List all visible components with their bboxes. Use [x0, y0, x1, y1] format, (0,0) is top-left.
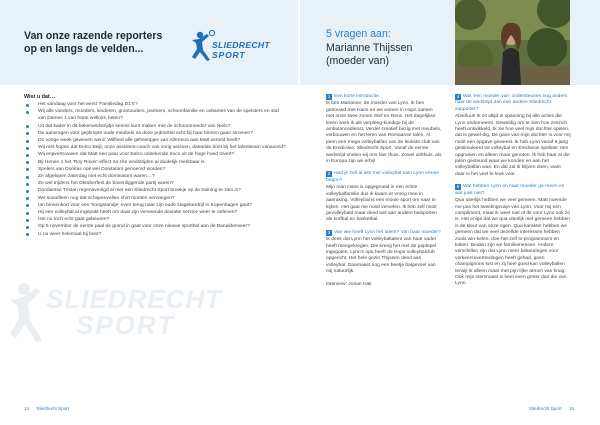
bullet-dot-icon: [26, 147, 29, 150]
bullet-dot-icon: [26, 154, 29, 157]
bullet-item: [24, 108, 286, 122]
bullet-text: Ian binnenkort voor een 'hoogstandje' even terug naar zijn oude stageberdrijf in Kopenhagen gaat?: [38, 202, 252, 208]
bullet-item: [24, 137, 286, 144]
bullet-text: Hij een volleybal al ingepakt heeft om daar zijn verseende deviatie service weer te oefenen?: [38, 210, 238, 216]
bullet-text: Ze afgelopen zaterdag niet echt dominators waren…?: [38, 174, 155, 180]
bullet-dot-icon: [26, 132, 29, 135]
interview-answer: Absoluut! Ik zit altijd in spanning bij alle acties die Lynn onderneemt. Geweldig om te zien hoe zeszich heeft ontwikkeld. Ik zie hoe veel mijn dochter spelen, dat is gewel-dig. De gave van mijn dochter is voor mij nooit een opgave geweest. Ik heb Lynn vanaf 6 jarig gestimuleerd tot volleybal en Eredivisie spelster zien opgroeien en alleen maar genoten. Ik heb haar al die jaren gesteund waar we konden en aan het volleybalfan was. En dat zal ik blijven doen, want daar is het veel te leuk voor.: [455, 114, 571, 177]
question-text: Had je zelf al iets met volleybal toen Lynn ermee begon?: [326, 171, 440, 183]
bullet-item: [24, 151, 286, 158]
right-footer: [529, 406, 574, 411]
bullet-item: [24, 166, 286, 173]
logo-word-sliedrecht: SLIEDRECHT: [212, 40, 270, 50]
bullet-item: [24, 180, 286, 187]
question-number-badge: 2: [327, 171, 331, 177]
bullet-text: Spelers van Donitas ook wel Donitators genoemd worden?: [38, 166, 166, 172]
bullet-text: Wij enpvertrouwen dat Matt een paar voor Eelco onbekende trucs uit de hoge hoed tovert?: [38, 152, 235, 158]
bullet-text: Dordiantse Tristan regenaveolgd al met een Sliedrecht Sport broekje op de training te zien is?: [38, 188, 241, 194]
question-text: Wat 'een moeder van' ondersteunen nog anders naar de wedstrijd dan een andere Sliedrecht supporter?: [455, 94, 568, 112]
bullet-dot-icon: [26, 183, 29, 186]
question-text: Wat hebben Lynn en haar moeder ge-meen en wat juist niet?: [455, 184, 565, 196]
interviewer-credit: Interview: Jorian Hak: [326, 281, 372, 287]
interview-column-left: [326, 94, 442, 288]
bullet-text: Wij alle voeders, moeders, kinderen, grootouders, partners, schoonfamilie en ooltantes van de spelsters en staf van Dames 1 van harte welkom heten?: [38, 109, 279, 122]
bullet-dot-icon: [26, 233, 29, 236]
portrait-photo-image: [455, 0, 570, 85]
bullet-dot-icon: [26, 219, 29, 222]
right-footer-label: Sliedrecht Sport: [528, 406, 562, 411]
question-text: Een korte introductie: [334, 94, 379, 99]
interview-answer: Ik ben Marianne, de moeder van Lynn. Ik ben getrouwd met Hans en we wonen in Hups samen met onze twee zonen Stef en Rens. Het dagelijkse leven werk ik als verpleeg-kundige bij de ambulancedienst. Verder creatief bezig met meubels, verbouwen en het leren van Romaanse talen. Al jaren een mega volleybalfan van de leukste club van de Eredivisie: Sliedrecht Sport. Vanaf de eerste wedstrijd snelen wij ons hier thuis. Zowel uit/thuis, als in Europa zijn we erbij!: [326, 101, 442, 165]
bullet-item: [24, 216, 286, 223]
watermark-word-sliedrecht: SLIEDRECHT: [46, 284, 223, 314]
bullet-dot-icon: [26, 125, 29, 128]
logo-word-sport: SPORT: [212, 50, 246, 60]
right-headline-line2: Marianne Thijssen: [326, 41, 413, 54]
bullet-dot-icon: [26, 111, 29, 114]
bullet-dot-icon: [26, 204, 29, 207]
bullet-item: [24, 123, 286, 130]
left-page-number: 14: [24, 406, 30, 411]
interview-question: [326, 94, 442, 100]
bullet-text: Het vandaag voor het eerst 'Familiedag D1's'?: [38, 102, 138, 107]
section-title: Wist u dat…: [24, 94, 56, 100]
bullet-item: [24, 159, 286, 166]
interview-answer: Qua uiterlijk hebben we veel gemeen. Matt noemde me pas het tweelingzusje van Lynn. Voor mij een compliment, maar ik weet niet of dit voor Lynn ook zo is. Het enige dat we qua uiterlijk niet gemeen hebben is de kleur van onze ogen. Qua karakter hebben we gemeen dat we veel dezelfde interesses hebben zoals win-kelen, doe-het-zelf tv-programma's en koken. Beiden zijn we familiemensen. Andere verschillen zijn dat Lynn meer bekeuringen voor verkeersovertredingen heeft gehad, geen champignons lust en zij heel goed kan volleyballen terwijl ik alleen maar met pijn-lijke armen van kruig. Ook mijn stemnaast is heel even groter dan die van Lynn.: [455, 198, 571, 287]
question-number-badge: 4: [456, 94, 460, 99]
bullet-text: We snoutlleen nog dat schapenvellen shirt moeten vervangen?: [38, 195, 175, 201]
sliedrecht-sport-logo: [186, 30, 286, 70]
bullet-item: [24, 231, 286, 238]
interview-column-right: [455, 94, 571, 294]
left-headline-line2: op en langs de velden...: [24, 43, 144, 55]
bullet-dot-icon: [26, 140, 29, 143]
bullet-item: [24, 195, 286, 202]
question-number-badge: 3: [327, 229, 331, 235]
bullet-text: Wij met hopen dat Eelco Beijl, onze assistent-coach van vorig seizoen, dateelde doet bij het talentteam vanavond?: [38, 145, 286, 151]
watermark-player-icon: [4, 280, 48, 348]
bullet-text: Uit dat kader in dit bekerwedstrijdje kennis kunt maken met de schoonmoeder van Niels?: [38, 123, 231, 129]
interview-question: [455, 94, 571, 113]
bullet-dot-icon: [26, 161, 29, 164]
interview-question: [326, 171, 442, 184]
left-footer-label: Sliedrecht Sport: [36, 406, 70, 411]
right-headline: [326, 28, 450, 69]
question-text: Van wie heeft Lynn het talent? Van haar moeder?: [334, 229, 441, 235]
bullet-item: [24, 130, 286, 137]
bullet-item: [24, 144, 286, 151]
watermark-word-sport: SPORT: [76, 310, 176, 340]
bullet-dot-icon: [26, 168, 29, 171]
bullet-dot-icon: [26, 104, 29, 107]
left-footer: [24, 406, 69, 411]
bullet-text: Ze wel trijdens het Oktoberfest de bovenliggende partij waren?: [38, 181, 174, 187]
bullet-text: Op 5 november de eerste paal de grond in gaat voor onze nieuwe sporthal aan de Baneldenveer?: [38, 224, 250, 230]
bullet-dot-icon: [26, 212, 29, 215]
sliedrecht-sport-watermark: [4, 280, 254, 350]
bullet-text: Bij Henen 1 het 'Roy Rover'-effect na zíte wedstrijden al duidelijk merkbaar is.: [38, 159, 206, 165]
interview-question: [326, 230, 442, 236]
bullet-text: U nu weer helemaal bij bent?: [38, 231, 102, 237]
portrait-photo: [455, 0, 570, 85]
bullet-dot-icon: [26, 190, 29, 193]
bullet-text: De aanvragen voor geplimpte oude meubels na deze publiciteit echt bij haar binnen gaan stromen?: [38, 130, 253, 136]
left-headline: [24, 30, 184, 56]
bullet-text: D1 vorige week geweven werd: Wilfried alle geheimpjes van Altermoa aan Matt verteld heeft?: [38, 138, 241, 144]
left-page: [0, 0, 298, 425]
left-headline-line1: Van onze razende reporters: [24, 30, 163, 42]
bullet-text: Het nu toch echt gaat gebeuren?: [38, 217, 110, 223]
bullet-item: [24, 101, 286, 108]
right-page-number: 15: [568, 406, 574, 411]
right-headline-line3: (moeder van): [326, 55, 389, 67]
wist-u-dat-list: [24, 101, 286, 238]
bullet-item: [24, 202, 286, 209]
right-headline-line1: 5 vragen aan:: [326, 28, 391, 40]
bullet-item: [24, 173, 286, 180]
bullet-dot-icon: [26, 176, 29, 179]
bullet-item: [24, 209, 286, 216]
right-page: [300, 0, 600, 425]
question-number-badge: 5: [456, 184, 460, 190]
bullet-item: [24, 223, 286, 230]
bullet-item: [24, 187, 286, 194]
question-number-badge: 1: [327, 94, 331, 99]
interview-answer: Ik denk dat Lynn het volleybaltalent van haar vader heeft meegekregen. Die kreeg het met de paplepel ingegoten. Lynn's opa heeft de Hups volleybalclub opgericht. Het hele gezin Thijssen deed aan volleybal. Daarnaast nog een beetje balgevoel van mij natuurlijk.: [326, 237, 437, 275]
bullet-dot-icon: [26, 226, 29, 229]
bullet-dot-icon: [26, 197, 29, 200]
interview-question: [455, 184, 571, 197]
interview-answer: Mijn man Hans is opgegroeid in een echte volleybalfamilie dus ik kwam er vroeg mee in aanraking. Volleybal is een mooie sport om naar te kijken. Het gaat me nooit vervelen. Ik heb zelf nooit gevolleybald maar deed wel aan andere balsporten als korfbal en basketbal.: [326, 185, 437, 223]
